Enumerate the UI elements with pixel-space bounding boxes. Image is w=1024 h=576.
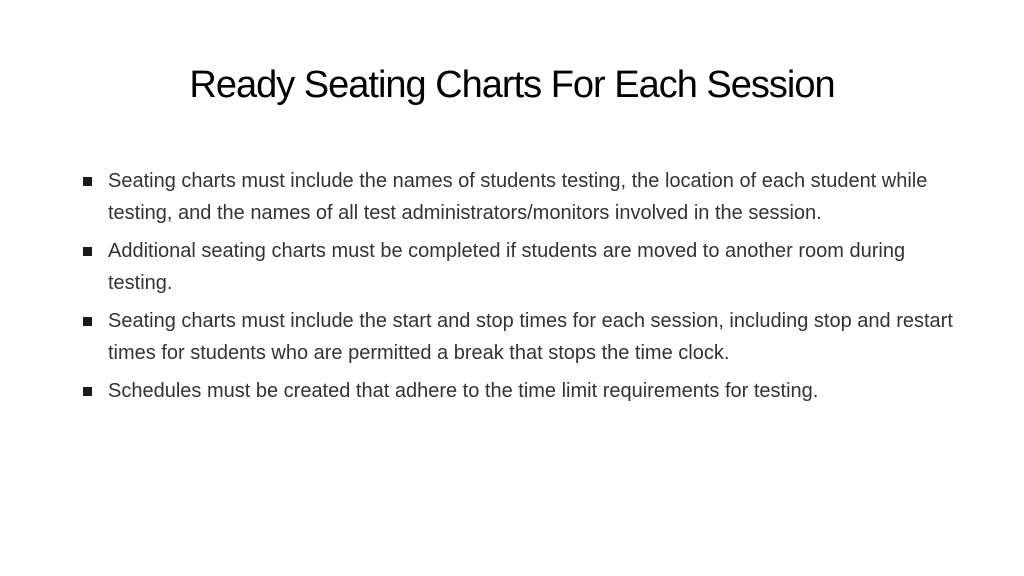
square-bullet-icon xyxy=(83,177,92,186)
bullet-text: Schedules must be created that adhere to the time limit requirements for testing. xyxy=(108,380,819,402)
bullet-text: Seating charts must include the names of students testing, the location of each student while testing, and the names of all test administrators/monitors involved in the session. xyxy=(108,170,928,224)
square-bullet-icon xyxy=(83,247,92,256)
bullet-text: Seating charts must include the start and stop times for each session, including stop and restart times for students who are permitted a break that stops the time clock. xyxy=(108,310,953,364)
bullet-item xyxy=(80,306,960,369)
bullet-item xyxy=(80,236,960,299)
bullet-item xyxy=(80,166,960,229)
square-bullet-icon xyxy=(83,387,92,396)
bullet-text: Additional seating charts must be completed if students are moved to another room during testing. xyxy=(108,240,906,294)
bullet-list xyxy=(80,166,960,415)
bullet-item xyxy=(80,376,960,408)
slide-title: Ready Seating Charts For Each Session xyxy=(189,64,835,106)
square-bullet-icon xyxy=(83,317,92,326)
